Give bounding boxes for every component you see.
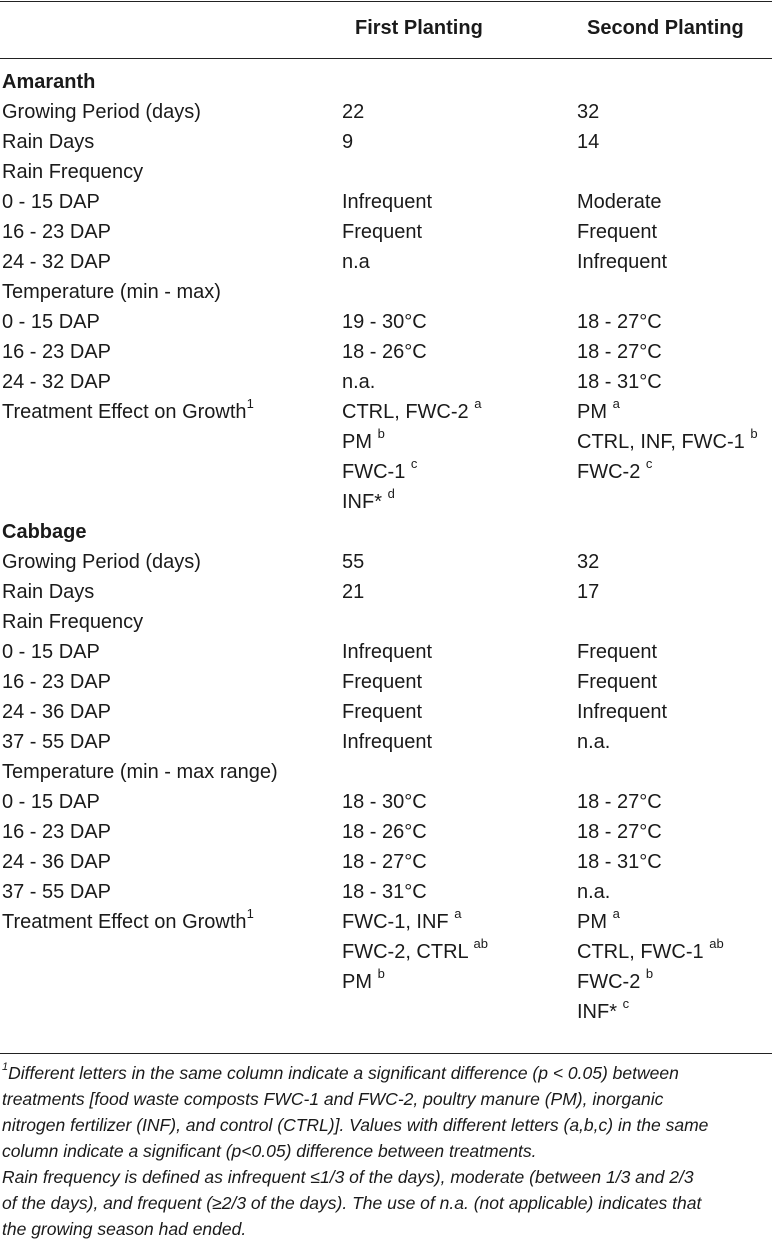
table-row bbox=[0, 907, 772, 937]
significance-letter: b bbox=[750, 426, 758, 442]
row-label: Rain Frequency bbox=[2, 611, 144, 633]
second-planting-cell: Infrequent bbox=[577, 701, 668, 723]
table-row bbox=[0, 967, 772, 997]
second-planting-cell: n.a. bbox=[577, 881, 611, 903]
first-planting-cell: CTRL, FWC-2 $^a$ bbox=[342, 396, 482, 423]
second-planting-cell: FWC-2 $^b$ bbox=[577, 966, 654, 993]
table-row bbox=[0, 277, 772, 307]
significance-letter: a bbox=[454, 906, 462, 922]
footnote-2 bbox=[2, 1164, 768, 1242]
first-planting-cell: n.a bbox=[342, 251, 370, 273]
first-planting-cell: FWC-2, CTRL $^{ab}$ bbox=[342, 936, 488, 963]
second-planting-cell: FWC-2 $^c$ bbox=[577, 456, 653, 483]
second-planting-cell: 18 - 31°C bbox=[577, 371, 662, 393]
footnote-1-line: $^1$Different letters in the same column indicate a significant difference (p < 0.05) between bbox=[2, 1061, 679, 1083]
footnote-2-line: the growing season had ended. bbox=[2, 1219, 247, 1239]
table-row bbox=[0, 337, 772, 367]
table-row bbox=[0, 187, 772, 217]
footnote-2-line: Rain frequency is defined as infrequent ≤1/3 of the days), moderate (between 1/3 and 2/3 bbox=[2, 1167, 694, 1187]
second-planting-cell: 14 bbox=[577, 131, 600, 153]
first-planting-cell: Infrequent bbox=[342, 641, 433, 663]
first-planting-cell: 9 bbox=[342, 131, 354, 153]
row-label: 16 - 23 DAP bbox=[2, 221, 111, 243]
second-planting-cell: 32 bbox=[577, 551, 600, 573]
footnote-marker: 1 bbox=[2, 1061, 9, 1074]
first-planting-cell: 22 bbox=[342, 101, 365, 123]
second-planting-cell: 32 bbox=[577, 101, 600, 123]
row-label: 24 - 32 DAP bbox=[2, 251, 111, 273]
first-planting-cell: FWC-1 $^c$ bbox=[342, 456, 418, 483]
second-planting-cell: INF* $^c$ bbox=[577, 996, 630, 1023]
footnote-1-line: treatments [food waste composts FWC-1 and FWC-2, poultry manure (PM), inorganic bbox=[2, 1089, 664, 1109]
first-planting-cell: Infrequent bbox=[342, 191, 433, 213]
first-planting-cell: 18 - 30°C bbox=[342, 791, 427, 813]
table-row bbox=[0, 877, 772, 907]
row-label: Growing Period (days) bbox=[2, 101, 201, 123]
second-planting-cell: 18 - 27°C bbox=[577, 341, 662, 363]
row-label: Temperature (min - max) bbox=[2, 281, 221, 303]
row-label: Rain Days bbox=[2, 131, 95, 153]
row-label: Temperature (min - max range) bbox=[2, 761, 278, 783]
significance-letter: a bbox=[474, 396, 482, 412]
second-planting-cell: Moderate bbox=[577, 191, 662, 213]
table-row bbox=[0, 997, 772, 1027]
footnote-marker: 1 bbox=[246, 396, 254, 412]
row-label: 16 - 23 DAP bbox=[2, 671, 111, 693]
table-row bbox=[0, 547, 772, 577]
first-planting-cell: 55 bbox=[342, 551, 365, 573]
second-planting-cell: Frequent bbox=[577, 671, 658, 693]
significance-letter: ab bbox=[709, 936, 724, 952]
row-label: Treatment Effect on Growth$^1$ bbox=[2, 906, 254, 933]
second-planting-cell: CTRL, INF, FWC-1 $^b$ bbox=[577, 426, 758, 453]
first-planting-cell: Frequent bbox=[342, 671, 423, 693]
table-row bbox=[0, 367, 772, 397]
table-row bbox=[0, 247, 772, 277]
row-label: 0 - 15 DAP bbox=[2, 191, 100, 213]
table-row bbox=[0, 157, 772, 187]
footnote-rule bbox=[0, 1053, 772, 1054]
table-row bbox=[0, 487, 772, 517]
row-label: Treatment Effect on Growth$^1$ bbox=[2, 396, 254, 423]
first-planting-cell: 18 - 26°C bbox=[342, 341, 427, 363]
first-planting-cell: PM $^b$ bbox=[342, 426, 385, 453]
section-heading-row bbox=[0, 517, 772, 547]
significance-letter: c bbox=[645, 456, 653, 472]
first-planting-cell: PM $^b$ bbox=[342, 966, 385, 993]
table-row bbox=[0, 607, 772, 637]
table-row bbox=[0, 757, 772, 787]
table-row bbox=[0, 457, 772, 487]
row-label: 24 - 36 DAP bbox=[2, 701, 111, 723]
first-planting-cell: n.a. bbox=[342, 371, 376, 393]
row-label: Rain Days bbox=[2, 581, 95, 603]
table-row bbox=[0, 637, 772, 667]
row-label: Growing Period (days) bbox=[2, 551, 201, 573]
table-row bbox=[0, 97, 772, 127]
top-rule bbox=[0, 1, 772, 2]
row-label: 0 - 15 DAP bbox=[2, 641, 100, 663]
row-label: 24 - 36 DAP bbox=[2, 851, 111, 873]
second-planting-cell: CTRL, FWC-1 $^{ab}$ bbox=[577, 936, 724, 963]
section-title: Cabbage bbox=[2, 521, 87, 543]
significance-letter: d bbox=[387, 486, 395, 502]
second-planting-cell: PM $^a$ bbox=[577, 396, 620, 423]
table-row bbox=[0, 307, 772, 337]
significance-letter: b bbox=[377, 966, 385, 982]
significance-letter: b bbox=[377, 426, 385, 442]
footnote-1-line: column indicate a significant (p<0.05) difference between treatments. bbox=[2, 1141, 537, 1161]
first-planting-cell: Frequent bbox=[342, 221, 423, 243]
table-row bbox=[0, 427, 772, 457]
second-planting-cell: 18 - 27°C bbox=[577, 311, 662, 333]
second-planting-cell: 18 - 31°C bbox=[577, 851, 662, 873]
second-planting-cell: 17 bbox=[577, 581, 600, 603]
first-planting-cell: 18 - 31°C bbox=[342, 881, 427, 903]
first-planting-cell: Infrequent bbox=[342, 731, 433, 753]
second-planting-cell: 18 - 27°C bbox=[577, 821, 662, 843]
significance-letter: a bbox=[612, 906, 620, 922]
table-row bbox=[0, 667, 772, 697]
table-row bbox=[0, 697, 772, 727]
row-label: Rain Frequency bbox=[2, 161, 144, 183]
footnote-1-line: nitrogen fertilizer (INF), and control (CTRL)]. Values with different letters (a,b,c) in the same bbox=[2, 1115, 709, 1135]
table-row bbox=[0, 397, 772, 427]
second-planting-cell: Frequent bbox=[577, 221, 658, 243]
row-label: 0 - 15 DAP bbox=[2, 311, 100, 333]
row-label: 37 - 55 DAP bbox=[2, 731, 111, 753]
header-first-planting: First Planting bbox=[355, 17, 483, 39]
table-row bbox=[0, 787, 772, 817]
first-planting-cell: Frequent bbox=[342, 701, 423, 723]
table-row bbox=[0, 577, 772, 607]
first-planting-cell: 18 - 27°C bbox=[342, 851, 427, 873]
significance-letter: ab bbox=[473, 936, 488, 952]
second-planting-cell: Frequent bbox=[577, 641, 658, 663]
first-planting-cell: 21 bbox=[342, 581, 365, 603]
significance-letter: a bbox=[612, 396, 620, 412]
section-title: Amaranth bbox=[2, 71, 96, 93]
row-label: 24 - 32 DAP bbox=[2, 371, 111, 393]
first-planting-cell: INF* $^d$ bbox=[342, 486, 395, 513]
row-label: 0 - 15 DAP bbox=[2, 791, 100, 813]
row-label: 16 - 23 DAP bbox=[2, 341, 111, 363]
section-heading-row bbox=[0, 67, 772, 97]
table-row bbox=[0, 727, 772, 757]
significance-letter: c bbox=[410, 456, 418, 472]
second-planting-cell: n.a. bbox=[577, 731, 611, 753]
footnote-marker: 1 bbox=[246, 906, 254, 922]
header-rule bbox=[0, 58, 772, 59]
table-row bbox=[0, 847, 772, 877]
row-label: 37 - 55 DAP bbox=[2, 881, 111, 903]
second-planting-cell: 18 - 27°C bbox=[577, 791, 662, 813]
second-planting-cell: Infrequent bbox=[577, 251, 668, 273]
header-second-planting: Second Planting bbox=[587, 17, 744, 39]
table-row bbox=[0, 937, 772, 967]
table-row bbox=[0, 217, 772, 247]
row-label: 16 - 23 DAP bbox=[2, 821, 111, 843]
table-row bbox=[0, 817, 772, 847]
significance-letter: b bbox=[645, 966, 654, 982]
first-planting-cell: 19 - 30°C bbox=[342, 311, 427, 333]
significance-letter: c bbox=[622, 996, 630, 1012]
footnote-1 bbox=[2, 1060, 768, 1164]
first-planting-cell: FWC-1, INF $^a$ bbox=[342, 906, 462, 933]
second-planting-cell: PM $^a$ bbox=[577, 906, 620, 933]
footnote-2-line: of the days), and frequent (≥2/3 of the days). The use of n.a. (not applicable) indicates that bbox=[2, 1193, 702, 1213]
first-planting-cell: 18 - 26°C bbox=[342, 821, 427, 843]
table-row bbox=[0, 127, 772, 157]
